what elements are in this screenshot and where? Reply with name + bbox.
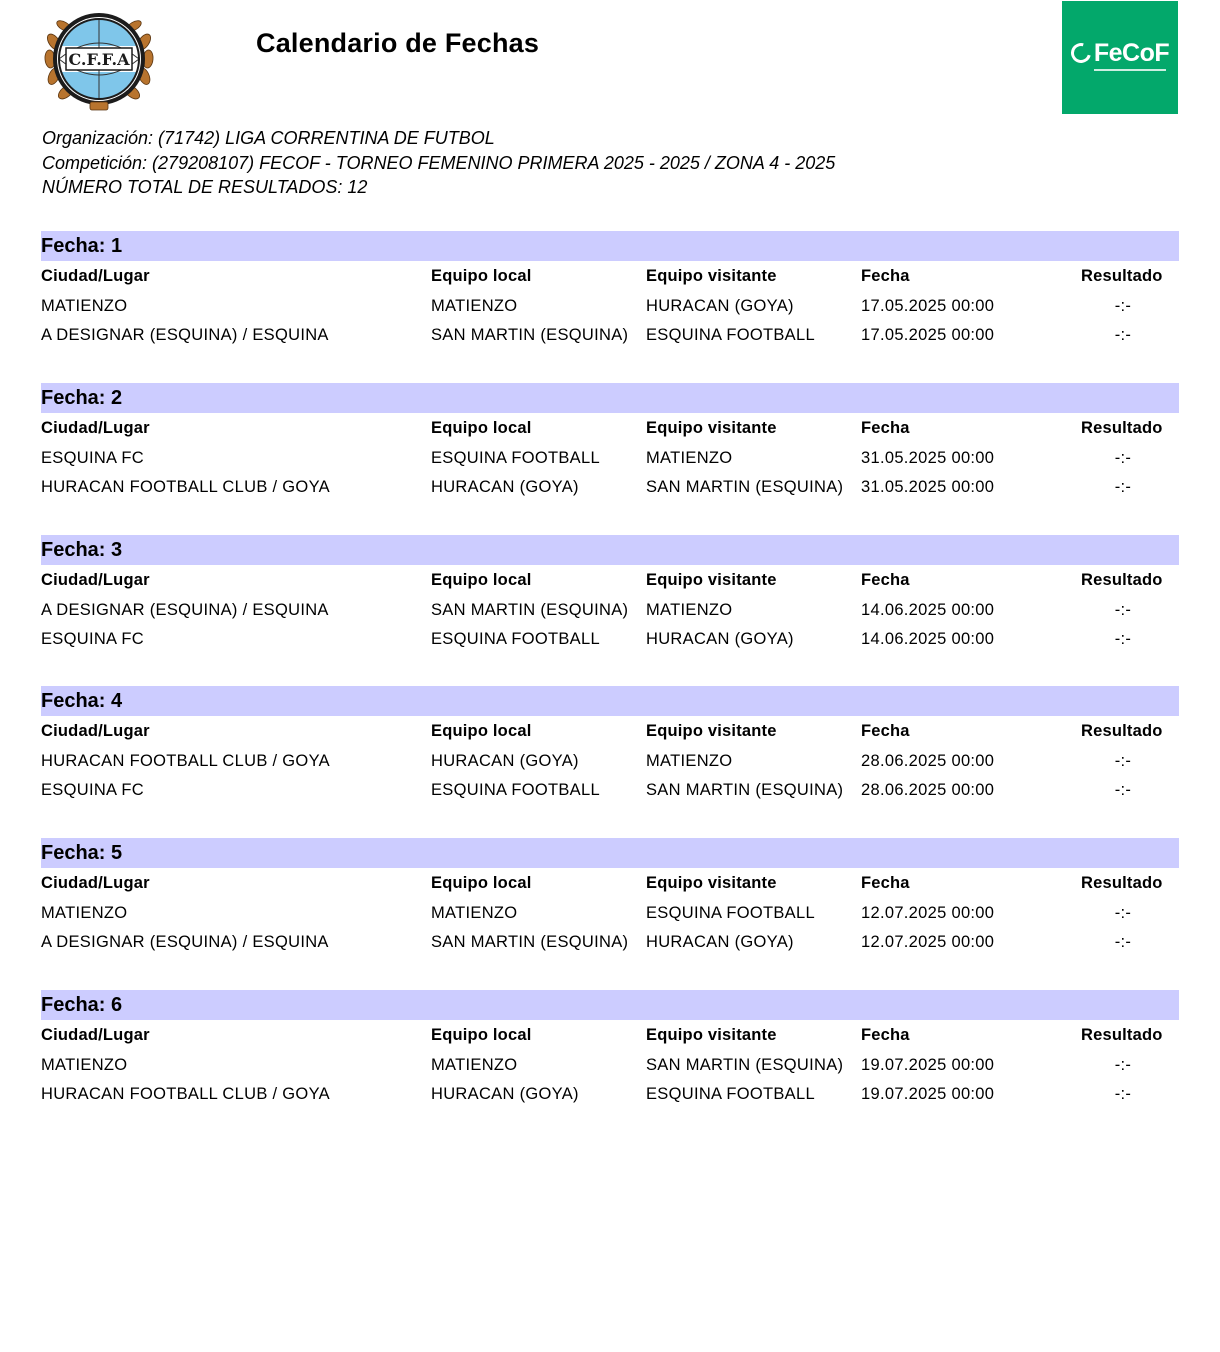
column-header-visitante: Equipo visitante — [646, 722, 777, 740]
match-fecha: 31.05.2025 00:00 — [861, 478, 995, 496]
match-resultado: -:- — [1114, 933, 1132, 951]
match-resultado: -:- — [1114, 1085, 1132, 1103]
fecha-block — [41, 383, 1179, 502]
fecha-header: Fecha: 4 — [41, 686, 1179, 716]
fecha-header: Fecha: 6 — [41, 990, 1179, 1020]
fecha-block — [41, 686, 1179, 805]
column-header-resultado: Resultado — [1081, 1026, 1163, 1044]
match-resultado: -:- — [1114, 449, 1132, 467]
match-fecha: 28.06.2025 00:00 — [861, 752, 995, 770]
match-local: HURACAN (GOYA) — [431, 478, 579, 496]
column-header-resultado: Resultado — [1081, 571, 1163, 589]
match-resultado: -:- — [1114, 1056, 1132, 1074]
fecof-subline — [1094, 69, 1166, 71]
match-lugar: ESQUINA FC — [41, 449, 144, 467]
match-row — [41, 292, 1179, 321]
column-header-resultado: Resultado — [1081, 419, 1163, 437]
column-header-fecha: Fecha — [861, 1026, 910, 1044]
match-visitante: HURACAN (GOYA) — [646, 630, 794, 648]
match-visitante: ESQUINA FOOTBALL — [646, 1085, 815, 1103]
column-header-row — [41, 261, 1179, 292]
match-fecha: 19.07.2025 00:00 — [861, 1085, 995, 1103]
match-visitante: MATIENZO — [646, 752, 733, 770]
match-resultado: -:- — [1114, 326, 1132, 344]
meta-organizacion: Organización: (71742) LIGA CORRENTINA DE FUTBOL — [42, 128, 495, 148]
match-row — [41, 928, 1179, 957]
match-resultado: -:- — [1114, 752, 1132, 770]
match-lugar: ESQUINA FC — [41, 630, 144, 648]
cffa-crest-logo — [40, 2, 158, 114]
column-header-fecha: Fecha — [861, 874, 910, 892]
fecof-brand-text: FeCoF — [1093, 39, 1170, 67]
match-lugar: A DESIGNAR (ESQUINA) / ESQUINA — [41, 601, 329, 619]
fecof-logo — [1062, 1, 1178, 114]
column-header-fecha: Fecha — [861, 722, 910, 740]
match-resultado: -:- — [1114, 781, 1132, 799]
column-header-row — [41, 413, 1179, 444]
match-lugar: HURACAN FOOTBALL CLUB / GOYA — [41, 752, 330, 770]
match-lugar: ESQUINA FC — [41, 781, 144, 799]
match-resultado: -:- — [1114, 630, 1132, 648]
match-row — [41, 776, 1179, 805]
match-resultado: -:- — [1114, 904, 1132, 922]
column-header-resultado: Resultado — [1081, 722, 1163, 740]
column-header-local: Equipo local — [431, 874, 532, 892]
match-fecha: 17.05.2025 00:00 — [861, 297, 995, 315]
column-header-fecha: Fecha — [861, 571, 910, 589]
match-local: HURACAN (GOYA) — [431, 752, 579, 770]
match-local: MATIENZO — [431, 1056, 518, 1074]
column-header-lugar: Ciudad/Lugar — [41, 267, 150, 285]
match-lugar: A DESIGNAR (ESQUINA) / ESQUINA — [41, 933, 329, 951]
column-header-row — [41, 565, 1179, 596]
match-visitante: SAN MARTIN (ESQUINA) — [646, 1056, 844, 1074]
match-fecha: 12.07.2025 00:00 — [861, 904, 995, 922]
match-visitante: MATIENZO — [646, 601, 733, 619]
match-fecha: 14.06.2025 00:00 — [861, 630, 995, 648]
match-fecha: 12.07.2025 00:00 — [861, 933, 995, 951]
match-lugar: HURACAN FOOTBALL CLUB / GOYA — [41, 1085, 330, 1103]
match-visitante: ESQUINA FOOTBALL — [646, 904, 815, 922]
fecof-brand — [1062, 39, 1178, 68]
column-header-lugar: Ciudad/Lugar — [41, 874, 150, 892]
column-header-row — [41, 1020, 1179, 1051]
match-visitante: HURACAN (GOYA) — [646, 297, 794, 315]
column-header-visitante: Equipo visitante — [646, 419, 777, 437]
fecha-block — [41, 535, 1179, 654]
match-row — [41, 1080, 1179, 1109]
column-header-local: Equipo local — [431, 722, 532, 740]
match-resultado: -:- — [1114, 297, 1132, 315]
match-local: ESQUINA FOOTBALL — [431, 781, 600, 799]
match-lugar: MATIENZO — [41, 297, 128, 315]
match-row — [41, 596, 1179, 625]
match-resultado: -:- — [1114, 478, 1132, 496]
meta-total: NÚMERO TOTAL DE RESULTADOS: 12 — [42, 177, 368, 198]
meta-competicion: Competición: (279208107) FECOF - TORNEO FEMENINO PRIMERA 2025 - 2025 / ZONA 4 - 2025 — [42, 152, 836, 173]
match-local: SAN MARTIN (ESQUINA) — [431, 326, 629, 344]
fecha-header: Fecha: 5 — [41, 838, 1179, 868]
column-header-visitante: Equipo visitante — [646, 874, 777, 892]
match-resultado: -:- — [1114, 601, 1132, 619]
fecha-header: Fecha: 2 — [41, 383, 1179, 413]
fecha-header: Fecha: 1 — [41, 231, 1179, 261]
column-header-fecha: Fecha — [861, 419, 910, 437]
match-visitante: SAN MARTIN (ESQUINA) — [646, 781, 844, 799]
fecha-block — [41, 838, 1179, 957]
column-header-local: Equipo local — [431, 267, 532, 285]
crest-text: C.F.F.A — [68, 50, 130, 69]
fecha-header: Fecha: 3 — [41, 535, 1179, 565]
match-lugar: HURACAN FOOTBALL CLUB / GOYA — [41, 478, 330, 496]
match-row — [41, 899, 1179, 928]
match-fecha: 31.05.2025 00:00 — [861, 449, 995, 467]
column-header-resultado: Resultado — [1081, 874, 1163, 892]
match-visitante: MATIENZO — [646, 449, 733, 467]
match-local: SAN MARTIN (ESQUINA) — [431, 933, 629, 951]
match-visitante: ESQUINA FOOTBALL — [646, 326, 815, 344]
match-local: ESQUINA FOOTBALL — [431, 630, 600, 648]
column-header-resultado: Resultado — [1081, 267, 1163, 285]
match-fecha: 19.07.2025 00:00 — [861, 1056, 995, 1074]
match-row — [41, 1051, 1179, 1080]
match-fecha: 17.05.2025 00:00 — [861, 326, 995, 344]
column-header-visitante: Equipo visitante — [646, 267, 777, 285]
column-header-visitante: Equipo visitante — [646, 571, 777, 589]
match-lugar: A DESIGNAR (ESQUINA) / ESQUINA — [41, 326, 329, 344]
match-row — [41, 473, 1179, 502]
match-fecha: 14.06.2025 00:00 — [861, 601, 995, 619]
match-visitante: SAN MARTIN (ESQUINA) — [646, 478, 844, 496]
match-local: SAN MARTIN (ESQUINA) — [431, 601, 629, 619]
match-local: HURACAN (GOYA) — [431, 1085, 579, 1103]
match-local: MATIENZO — [431, 297, 518, 315]
match-row — [41, 747, 1179, 776]
column-header-lugar: Ciudad/Lugar — [41, 419, 150, 437]
column-header-row — [41, 716, 1179, 747]
column-header-visitante: Equipo visitante — [646, 1026, 777, 1044]
fecof-ring-icon — [1067, 39, 1094, 66]
column-header-local: Equipo local — [431, 419, 532, 437]
column-header-local: Equipo local — [431, 571, 532, 589]
column-header-lugar: Ciudad/Lugar — [41, 571, 150, 589]
page-title: Calendario de Fechas — [256, 28, 540, 58]
match-fecha: 28.06.2025 00:00 — [861, 781, 995, 799]
match-row — [41, 625, 1179, 654]
match-row — [41, 321, 1179, 350]
document-meta — [42, 126, 835, 200]
match-lugar: MATIENZO — [41, 1056, 128, 1074]
match-visitante: HURACAN (GOYA) — [646, 933, 794, 951]
match-row — [41, 444, 1179, 473]
match-local: ESQUINA FOOTBALL — [431, 449, 600, 467]
fecha-block — [41, 231, 1179, 350]
fecha-block — [41, 990, 1179, 1109]
match-lugar: MATIENZO — [41, 904, 128, 922]
column-header-lugar: Ciudad/Lugar — [41, 1026, 150, 1044]
match-local: MATIENZO — [431, 904, 518, 922]
column-header-local: Equipo local — [431, 1026, 532, 1044]
column-header-fecha: Fecha — [861, 267, 910, 285]
column-header-lugar: Ciudad/Lugar — [41, 722, 150, 740]
column-header-row — [41, 868, 1179, 899]
